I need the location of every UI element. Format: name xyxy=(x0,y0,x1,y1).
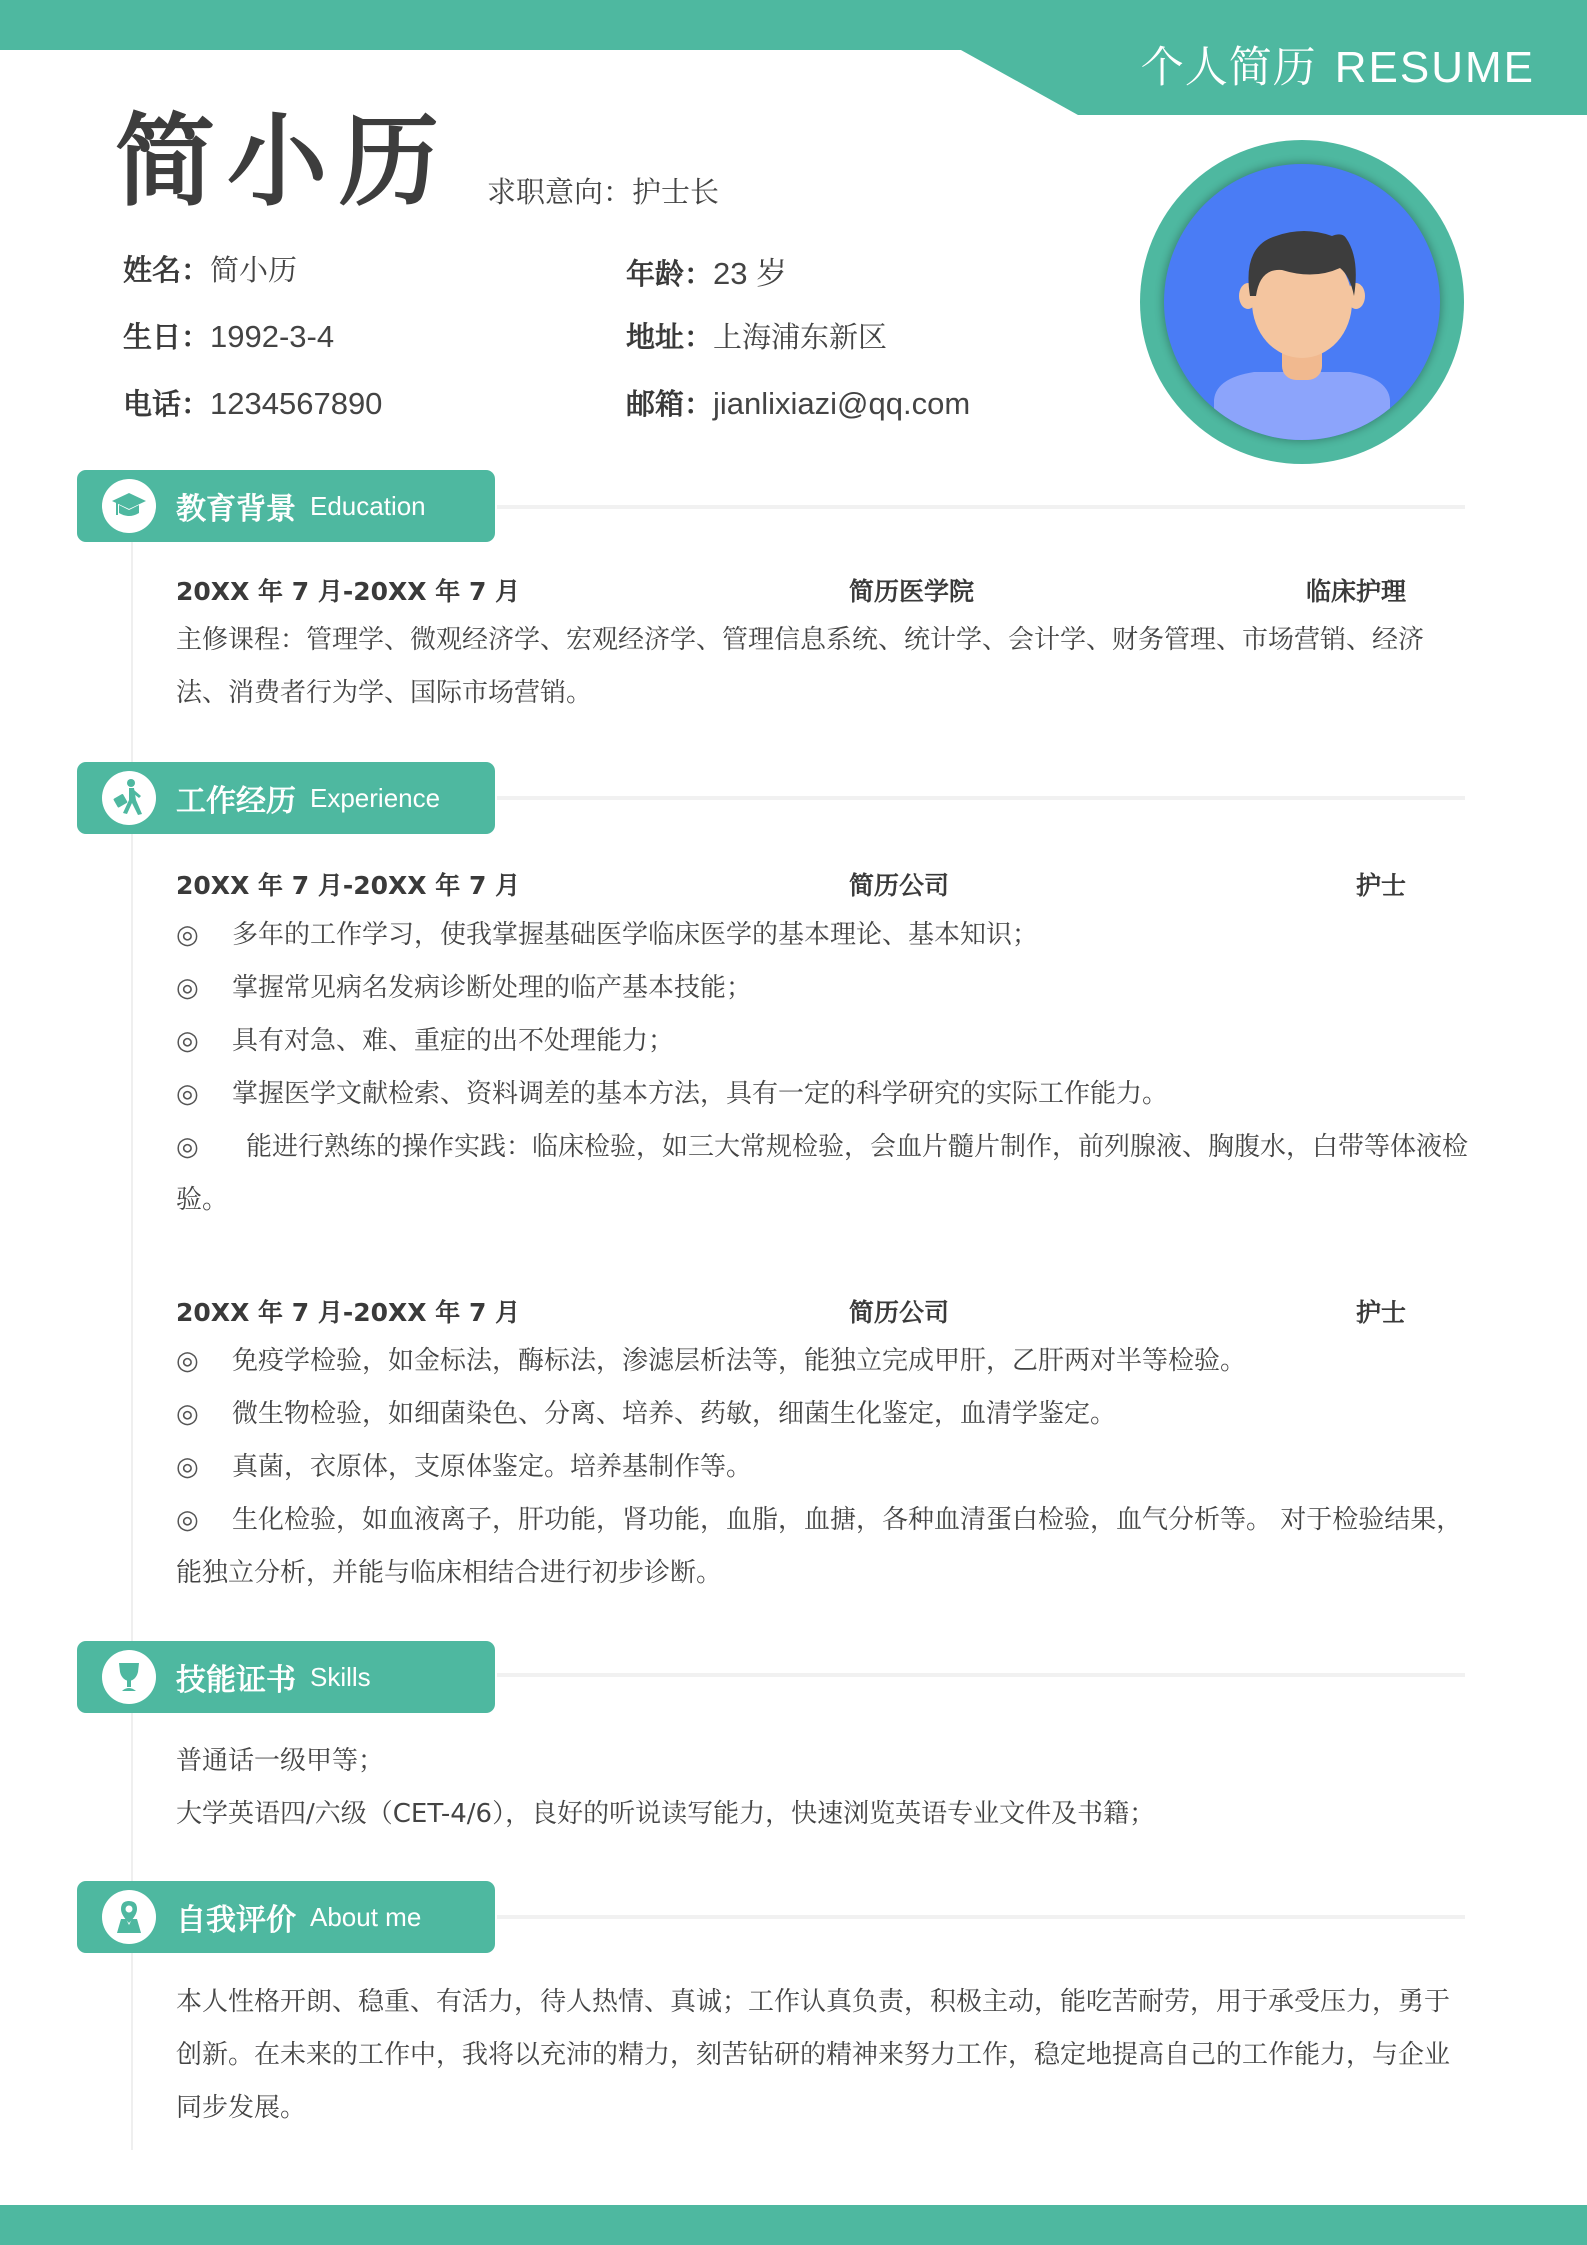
walking-person-icon xyxy=(102,771,156,825)
info-phone xyxy=(123,382,382,423)
info-email xyxy=(626,382,970,423)
skills-list xyxy=(176,1735,1472,1841)
list-item: ◎ 能进行熟练的操作实践：临床检验，如三大常规检验，会血片髓片制作，前列腺液、胸腹水，白带等体液检验。 xyxy=(176,1121,1472,1227)
list-item: ◎ 多年的工作学习，使我掌握基础医学临床医学的基本理论、基本知识； xyxy=(176,909,1472,962)
info-birthday xyxy=(123,315,334,356)
entry-position: 护士 xyxy=(1355,871,1406,900)
experience-bullets xyxy=(176,1335,1472,1600)
entry-school: 简历医学院 xyxy=(849,577,975,606)
bullet-circle-icon: ◎ xyxy=(176,1079,199,1109)
section-divider xyxy=(497,1915,1465,1919)
job-intent-label: 求职意向： xyxy=(487,175,633,209)
list-item: ◎ 掌握医学文献检索、资料调差的基本方法，具有一定的科学研究的实际工作能力。 xyxy=(176,1068,1472,1121)
section-header-education xyxy=(77,470,495,542)
list-item: 普通话一级甲等； xyxy=(176,1746,385,1776)
section-title-en: Experience xyxy=(310,782,441,813)
resume-title xyxy=(1141,34,1535,95)
footer-band xyxy=(0,2205,1587,2245)
section-divider xyxy=(497,1673,1465,1677)
info-value: 1234567890 xyxy=(210,386,383,421)
info-value: 23 岁 xyxy=(713,256,788,291)
avatar xyxy=(1140,140,1464,464)
bullet-circle-icon: ◎ xyxy=(176,1026,199,1056)
bullet-circle-icon: ◎ xyxy=(176,1346,199,1376)
graduation-cap-icon xyxy=(102,479,156,533)
section-title-en: Education xyxy=(310,490,426,521)
entry-date: 20XX 年 7 月-20XX 年 7 月 xyxy=(176,871,521,900)
entry-position: 护士 xyxy=(1355,1298,1406,1327)
info-age xyxy=(626,248,787,293)
info-label: 年龄： xyxy=(626,257,714,291)
section-title-cn: 教育背景 xyxy=(176,492,296,527)
job-intent-value: 护士长 xyxy=(632,175,720,209)
person-avatar-icon xyxy=(1164,164,1440,440)
resume-title-en: RESUME xyxy=(1334,43,1535,92)
entry-date: 20XX 年 7 月-20XX 年 7 月 xyxy=(176,577,521,606)
section-divider xyxy=(497,505,1465,509)
section-title-en: Skills xyxy=(310,1661,371,1692)
bullet-circle-icon: ◎ xyxy=(176,973,199,1003)
section-header-skills xyxy=(77,1641,495,1713)
bullet-circle-icon: ◎ xyxy=(176,1505,199,1535)
list-item: ◎ 具有对急、难、重症的出不处理能力； xyxy=(176,1015,1472,1068)
entry-company: 简历公司 xyxy=(849,871,950,900)
section-header-experience xyxy=(77,762,495,834)
education-courses: 主修课程：管理学、微观经济学、宏观经济学、管理信息系统、统计学、会计学、财务管理、市场营销、经济法、消费者行为学、国际市场营销。 xyxy=(176,625,1425,708)
experience-entry-header xyxy=(176,1293,1406,1329)
list-item: ◎ 免疫学检验，如金标法，酶标法，渗滤层析法等，能独立完成甲肝，乙肝两对半等检验。 xyxy=(176,1335,1472,1388)
info-value: jianlixiazi@qq.com xyxy=(713,386,971,421)
bullet-circle-icon: ◎ xyxy=(176,1399,199,1429)
entry-company: 简历公司 xyxy=(849,1298,950,1327)
info-value: 上海浦东新区 xyxy=(713,320,888,354)
list-item: ◎ 掌握常见病名发病诊断处理的临产基本技能； xyxy=(176,962,1472,1015)
experience-entry-header xyxy=(176,866,1406,902)
education-entry-header xyxy=(176,572,1406,608)
location-person-icon xyxy=(102,1890,156,1944)
entry-date: 20XX 年 7 月-20XX 年 7 月 xyxy=(176,1298,521,1327)
section-title-en: About me xyxy=(310,1901,422,1932)
bullet-circle-icon: ◎ xyxy=(176,1452,199,1482)
info-label: 生日： xyxy=(123,320,211,354)
experience-bullets xyxy=(176,909,1472,1227)
info-label: 地址： xyxy=(626,320,714,354)
info-value: 1992-3-4 xyxy=(210,319,335,354)
info-label: 电话： xyxy=(123,387,211,421)
section-header-about xyxy=(77,1881,495,1953)
section-title-cn: 自我评价 xyxy=(176,1903,296,1938)
info-value: 简小历 xyxy=(210,253,298,287)
list-item: ◎ 微生物检验，如细菌染色、分离、培养、药敏，细菌生化鉴定，血清学鉴定。 xyxy=(176,1388,1472,1441)
section-title-cn: 技能证书 xyxy=(176,1663,296,1698)
bullet-circle-icon: ◎ xyxy=(176,920,199,950)
info-name xyxy=(123,248,297,289)
list-item: ◎ 生化检验，如血液离子，肝功能，肾功能，血脂，血搪，各种血清蛋白检验，血气分析等。 对于检验结果，能独立分析，并能与临床相结合进行初步诊断。 xyxy=(176,1494,1472,1600)
list-item: 大学英语四/六级（CET-4/6），良好的听说读写能力，快速浏览英语专业文件及书籍； xyxy=(176,1799,1156,1829)
resume-title-cn: 个人简历 xyxy=(1140,43,1317,93)
about-text: 本人性格开朗、稳重、有活力，待人热情、真诚；工作认真负责，积极主动，能吃苦耐劳，用于承受压力，勇于创新。在未来的工作中，我将以充沛的精力，刻苦钻研的精神来努力工作，稳定地提高自己的工作能力，与企业同步发展。 xyxy=(176,1987,1451,2123)
entry-major: 临床护理 xyxy=(1305,577,1406,606)
job-intent xyxy=(487,170,719,211)
candidate-name: 简小历 xyxy=(115,103,451,220)
trophy-icon xyxy=(102,1650,156,1704)
info-label: 邮箱： xyxy=(626,387,714,421)
info-label: 姓名： xyxy=(123,253,211,287)
bullet-circle-icon: ◎ xyxy=(176,1132,199,1162)
section-divider xyxy=(497,796,1465,800)
section-title-cn: 工作经历 xyxy=(176,784,296,819)
info-address xyxy=(626,315,887,356)
list-item: ◎ 真菌，衣原体，支原体鉴定。培养基制作等。 xyxy=(176,1441,1472,1494)
